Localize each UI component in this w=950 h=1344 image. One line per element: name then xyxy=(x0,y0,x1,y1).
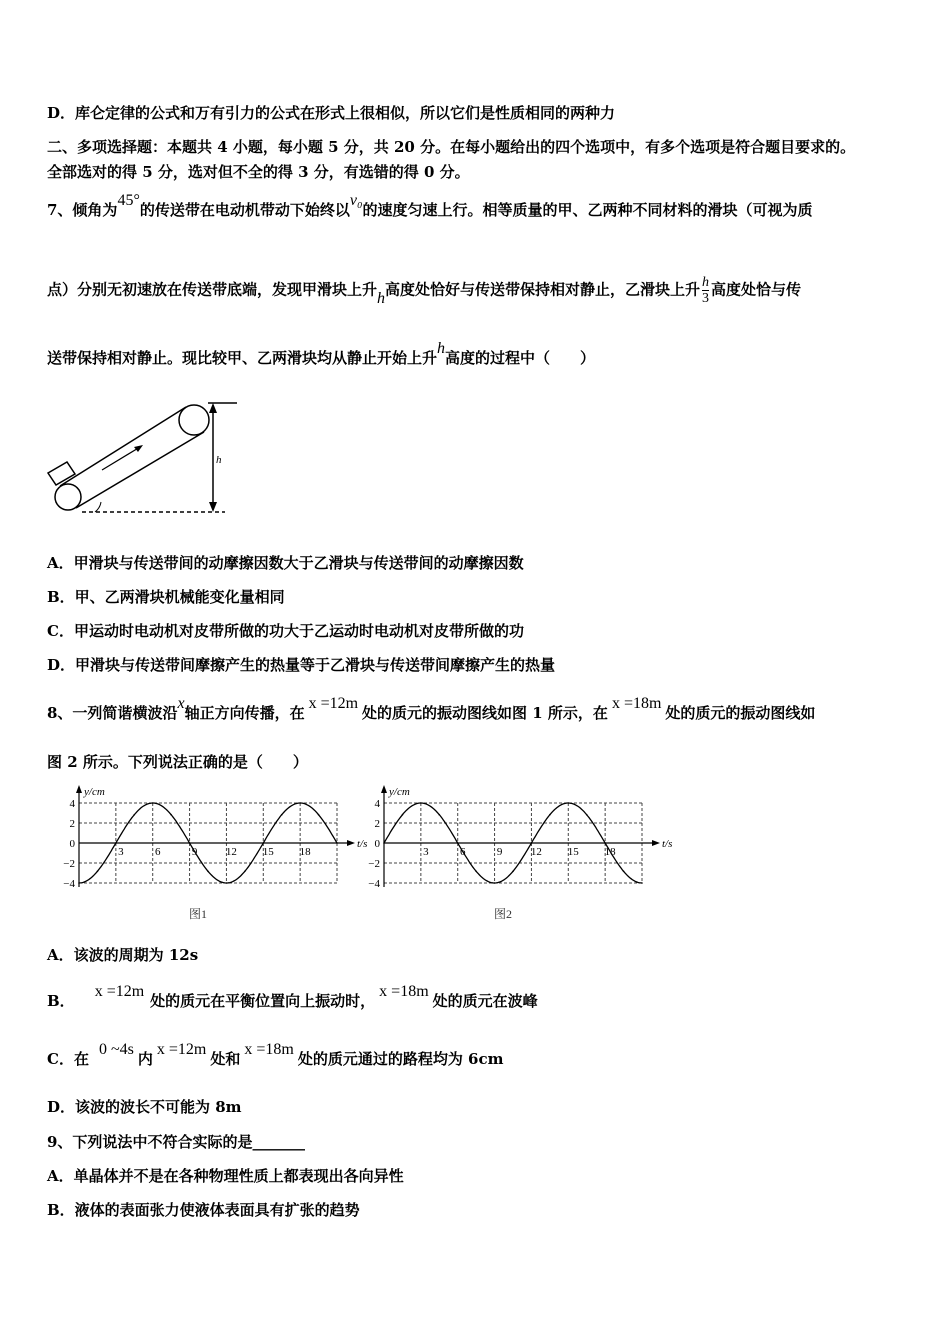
v0-math: v₀ xyxy=(349,192,363,209)
q8-option-c-label: C．在 xyxy=(47,1050,89,1068)
y-tick-label: 4 xyxy=(69,798,75,810)
data-point xyxy=(78,882,80,884)
x-axis-arrow xyxy=(347,840,355,846)
q7-stem-line2 xyxy=(47,275,801,306)
vibration-chart-1 xyxy=(55,783,368,923)
y-tick-label: 0 xyxy=(69,838,75,850)
data-point xyxy=(318,814,320,816)
data-point xyxy=(402,814,404,816)
q8-stem-line1 xyxy=(47,695,816,724)
x18-math: x =18m xyxy=(244,1041,294,1058)
data-point xyxy=(549,814,551,816)
q7-option-c: C．甲运动时电动机对皮带所做的功大于乙运动时电动机对皮带所做的功 xyxy=(47,622,524,640)
y-axis-label: y/cm xyxy=(84,786,105,798)
data-point xyxy=(97,871,99,873)
x-tick-label: 9 xyxy=(496,846,503,858)
data-point xyxy=(262,842,264,844)
y-axis-arrow xyxy=(381,785,387,793)
q7-text: 高度处恰好与传送带保持相对静止，乙滑块上升 xyxy=(385,280,701,299)
velocity-arrow xyxy=(102,447,140,470)
data-point xyxy=(207,871,209,873)
q8-option-b-label: B． xyxy=(47,992,75,1010)
data-point xyxy=(226,882,228,884)
x-tick-label: 3 xyxy=(423,846,429,858)
bottom-pulley xyxy=(55,484,81,510)
q8-text: 处的质元在平衡位置向上振动时， xyxy=(150,992,376,1010)
data-point xyxy=(336,842,338,844)
x-tick-label: 6 xyxy=(154,846,161,858)
q8-option-d: D．该波的波长不可能为 8m xyxy=(47,1098,242,1116)
conveyor-belt-figure xyxy=(40,395,245,520)
data-point xyxy=(567,802,569,804)
q7-text: 的传送带在电动机带动下始终以 xyxy=(139,201,350,219)
section-heading-line2: 全部选对的得 5 分，选对但不全的得 3 分，有选错的得 0 分。 xyxy=(47,163,470,181)
q7-text: 高度处恰与传 xyxy=(711,280,802,299)
x-math: x xyxy=(177,695,185,712)
x-tick-label: 12 xyxy=(530,846,542,858)
q7-option-d: D．甲滑块与传送带间摩擦产生的热量等于乙滑块与传送带间摩擦产生的热量 xyxy=(47,656,556,674)
y-tick-label: 4 xyxy=(374,798,380,810)
q8-option-b xyxy=(47,983,538,1012)
data-point xyxy=(494,882,496,884)
q7-stem-line3 xyxy=(47,340,596,369)
fraction-numerator: h xyxy=(702,275,710,290)
q7-option-b: B．甲、乙两滑块机械能变化量相同 xyxy=(47,588,285,606)
data-point xyxy=(623,871,625,873)
q7-stem-line1 xyxy=(47,192,813,221)
y-tick-label: −4 xyxy=(368,878,380,890)
data-point xyxy=(281,814,283,816)
data-point xyxy=(170,814,172,816)
q7-option-a: A．甲滑块与传送带间的动摩擦因数大于乙滑块与传送带间的动摩擦因数 xyxy=(47,554,524,572)
data-point xyxy=(115,842,117,844)
arrow-head-down xyxy=(209,502,217,512)
q8-text: 处的质元的振动图线如 xyxy=(665,704,816,722)
data-point xyxy=(531,842,533,844)
q9-option-a: A．单晶体并不是在各种物理性质上都表现出各向异性 xyxy=(47,1167,404,1185)
x18-math: x =18m xyxy=(379,983,429,1000)
data-point xyxy=(475,871,477,873)
x-tick-label: 15 xyxy=(262,846,274,858)
q8-text: 处和 xyxy=(210,1050,241,1068)
section-heading-line1: 二、多项选择题：本题共 4 小题，每小题 5 分，共 20 分。在每小题给出的四个选项中，有多个选项是符合题目要求的。 xyxy=(47,138,856,156)
y-axis-label: y/cm xyxy=(389,786,410,798)
x12-math: x =12m xyxy=(94,983,145,1000)
y-tick-label: −4 xyxy=(63,878,75,890)
y-tick-label: −2 xyxy=(63,858,75,870)
x12-math: x =12m xyxy=(308,695,359,712)
q9-stem: 9、下列说法中不符合实际的是_______ xyxy=(47,1133,305,1151)
height-label: h xyxy=(216,454,222,466)
belt-upper xyxy=(60,407,186,486)
q8-text: 处的质元的振动图线如图 1 所示，在 xyxy=(362,704,608,722)
x-axis-arrow xyxy=(652,840,660,846)
q7-text: 7、倾角为 xyxy=(47,201,118,219)
x-tick-label: 18 xyxy=(299,846,311,858)
q7-text: 的速度匀速上行。相等质量的甲、乙两种不同材料的滑块（可视为质 xyxy=(362,201,813,219)
q8-text: 8、一列简谐横波沿 xyxy=(47,704,178,722)
data-point xyxy=(152,802,154,804)
h-math: h xyxy=(437,340,446,357)
x-tick-label: 3 xyxy=(118,846,124,858)
slider-block xyxy=(48,462,75,485)
angle-arc xyxy=(95,502,101,512)
arrow-head-up xyxy=(209,403,217,413)
range-math: 0 ~4s xyxy=(98,1041,134,1058)
top-pulley xyxy=(179,405,209,435)
q9-option-b: B．液体的表面张力使液体表面具有扩张的趋势 xyxy=(47,1201,360,1219)
x18-math: x =18m xyxy=(611,695,662,712)
data-point xyxy=(189,842,191,844)
data-point xyxy=(133,814,135,816)
q7-text: 高度的过程中（ ） xyxy=(445,349,596,367)
data-point xyxy=(457,842,459,844)
vibration-chart-2 xyxy=(360,783,690,923)
q7-text: 送带保持相对静止。现比较甲、乙两滑块均从静止开始上升 xyxy=(47,349,438,367)
x-axis-label: t/s xyxy=(357,838,368,850)
x-tick-label: 18 xyxy=(604,846,616,858)
q8-stem-line2: 图 2 所示。下列说法正确的是（ ） xyxy=(47,753,308,771)
y-tick-label: 2 xyxy=(374,818,380,830)
x-tick-label: 9 xyxy=(191,846,198,858)
data-point xyxy=(420,802,422,804)
q7-text: 点）分别无初速放在传送带底端，发现甲滑块上升 xyxy=(47,280,378,299)
data-point xyxy=(438,814,440,816)
q8-text: 轴正方向传播，在 xyxy=(184,704,305,722)
data-point xyxy=(604,842,606,844)
y-tick-label: −2 xyxy=(368,858,380,870)
fraction-denominator: 3 xyxy=(702,291,710,306)
velocity-arrow-head xyxy=(134,445,143,452)
q8-option-c xyxy=(47,1041,504,1070)
y-axis-arrow xyxy=(76,785,82,793)
data-point xyxy=(512,871,514,873)
y-tick-label: 0 xyxy=(374,838,380,850)
data-point xyxy=(383,842,385,844)
q8-text: 处的质元在波峰 xyxy=(432,992,538,1010)
x-axis-label: t/s xyxy=(662,838,673,850)
data-point xyxy=(244,871,246,873)
belt-lower xyxy=(76,432,204,508)
q8-option-a: A．该波的周期为 12s xyxy=(47,946,199,964)
chart-caption: 图1 xyxy=(188,907,208,921)
data-point xyxy=(641,882,643,884)
y-tick-label: 2 xyxy=(69,818,75,830)
x-tick-label: 12 xyxy=(225,846,237,858)
angle-math: 45° xyxy=(117,192,140,209)
data-point xyxy=(586,814,588,816)
x-tick-label: 6 xyxy=(459,846,466,858)
q8-text: 内 xyxy=(137,1050,153,1068)
x-tick-label: 15 xyxy=(567,846,579,858)
q6-option-d: D．库仑定律的公式和万有引力的公式在形式上很相似，所以它们是性质相同的两种力 xyxy=(47,104,616,122)
h-math: h xyxy=(377,289,386,307)
data-point xyxy=(299,802,301,804)
fraction-h-over-3 xyxy=(702,275,709,306)
chart-caption: 图2 xyxy=(493,907,513,921)
q8-text: 处的质元通过的路程均为 6cm xyxy=(297,1050,504,1068)
x12-math: x =12m xyxy=(156,1041,207,1058)
